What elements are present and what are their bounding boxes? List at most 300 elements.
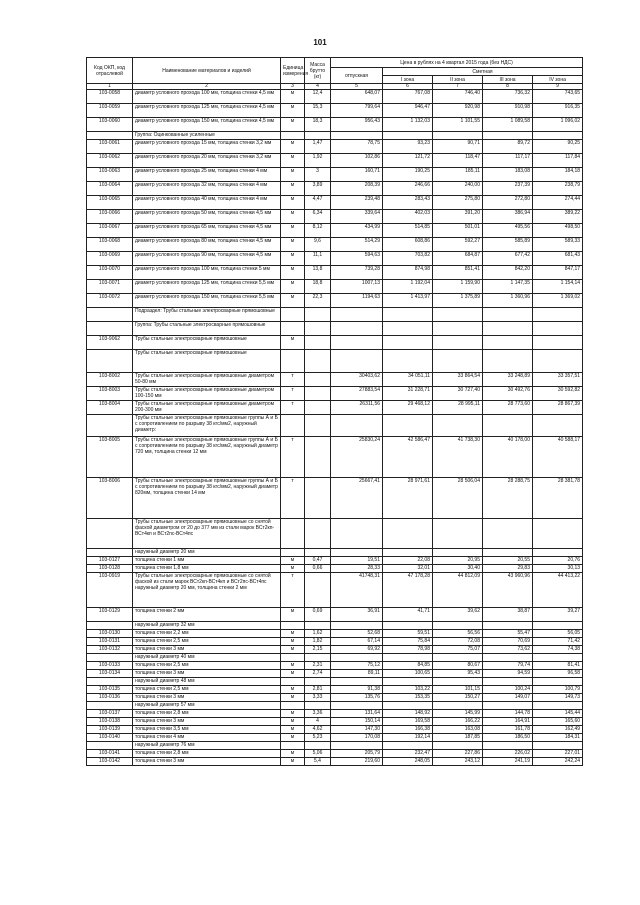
row-price-zone2: 41 738,30 [433, 437, 483, 478]
row-mass [305, 132, 331, 140]
row-unit: м [281, 252, 305, 266]
row-mass: 4,47 [305, 196, 331, 210]
row-price-release [331, 308, 383, 322]
row-price-zone4: 71,42 [533, 638, 583, 646]
row-unit: м [281, 710, 305, 718]
header-name: Наименование материалов и изделий [133, 58, 281, 84]
row-mass [305, 654, 331, 662]
row-name: диаметр условного прохода 50 мм, толщина стенки 4,5 мм [133, 210, 281, 224]
row-price-release: 26311,56 [331, 401, 383, 415]
row-price-zone4: 90,25 [533, 140, 583, 154]
row-price-zone1 [383, 336, 433, 350]
row-price-zone3: 183,08 [483, 168, 533, 182]
row-unit [281, 678, 305, 686]
row-price-release: 91,38 [331, 686, 383, 694]
row-price-release: 147,30 [331, 726, 383, 734]
table-row [87, 280, 583, 294]
price-table [86, 57, 583, 766]
table-row [87, 608, 583, 622]
row-price-zone1 [383, 654, 433, 662]
row-name: наружный диаметр 32 мм [133, 622, 281, 630]
row-code [87, 308, 133, 322]
row-price-release: 799,64 [331, 104, 383, 118]
row-mass [305, 549, 331, 557]
row-price-zone4: 56,05 [533, 630, 583, 638]
row-price-zone3: 73,62 [483, 646, 533, 654]
row-price-zone3: 28 773,60 [483, 401, 533, 415]
row-code [87, 702, 133, 710]
row-price-release [331, 519, 383, 549]
row-price-release: 956,43 [331, 118, 383, 132]
row-mass: 15,3 [305, 104, 331, 118]
row-unit: м [281, 104, 305, 118]
row-price-release [331, 678, 383, 686]
row-code [87, 519, 133, 549]
row-name: толщина стенки 2,2 мм [133, 630, 281, 638]
row-mass: 1,62 [305, 630, 331, 638]
row-price-zone4: 100,79 [533, 686, 583, 694]
row-price-zone1 [383, 308, 433, 322]
row-price-zone3 [483, 519, 533, 549]
row-code: 103-0063 [87, 168, 133, 182]
row-price-release [331, 622, 383, 630]
header-release: отпускная [331, 68, 383, 84]
row-mass: 3,89 [305, 182, 331, 196]
row-mass: 4,62 [305, 726, 331, 734]
row-price-zone1 [383, 622, 433, 630]
row-price-zone2: 30 727,40 [433, 387, 483, 401]
row-unit: м [281, 686, 305, 694]
row-name: диаметр условного прохода 25 мм, толщина стенки 4 мм [133, 168, 281, 182]
row-price-zone2 [433, 350, 483, 373]
row-mass: 5,4 [305, 758, 331, 766]
row-price-zone2 [433, 549, 483, 557]
row-name: толщина стенки 2,5 мм [133, 686, 281, 694]
header-code: Код ОКП, код отраслевой [87, 58, 133, 84]
row-price-zone2 [433, 622, 483, 630]
row-unit [281, 654, 305, 662]
row-price-release: 75,12 [331, 662, 383, 670]
row-price-zone4: 74,38 [533, 646, 583, 654]
row-price-zone1: 103,22 [383, 686, 433, 694]
column-number: 5 [331, 84, 383, 90]
column-number: 8 [483, 84, 533, 90]
table-row [87, 750, 583, 758]
row-mass: 3,33 [305, 694, 331, 702]
row-price-release: 30403,62 [331, 373, 383, 387]
row-name: Трубы стальные электросварные прямошовные [133, 350, 281, 373]
table-row [87, 238, 583, 252]
row-code: 103-0069 [87, 252, 133, 266]
row-price-zone2: 275,80 [433, 196, 483, 210]
row-price-zone1: 42 586,47 [383, 437, 433, 478]
row-price-zone4 [533, 336, 583, 350]
row-name: Трубы стальные электросварные прямошовные со снятой фаской из стали марок ВСт2кп-ВСт4кп и ВСт2пс-ВСт4пс наружный диаметр 20 мм, толщина стенки 2 мм [133, 573, 281, 608]
row-price-release: 434,99 [331, 224, 383, 238]
row-price-zone3: 94,59 [483, 670, 533, 678]
row-price-zone1: 93,23 [383, 140, 433, 154]
row-price-zone3: 20,55 [483, 557, 533, 565]
row-name: толщина стенки 3 мм [133, 670, 281, 678]
row-price-zone2: 1 159,90 [433, 280, 483, 294]
row-unit [281, 415, 305, 437]
row-code: 103-8005 [87, 437, 133, 478]
row-unit [281, 519, 305, 549]
row-name: толщина стенки 2 мм [133, 608, 281, 622]
row-name: толщина стенки 2,5 мм [133, 638, 281, 646]
row-mass: 3 [305, 168, 331, 182]
row-price-zone1: 22,08 [383, 557, 433, 565]
row-price-zone2: 592,27 [433, 238, 483, 252]
row-mass: 9,6 [305, 238, 331, 252]
row-name: наружный диаметр 57 мм [133, 702, 281, 710]
row-price-zone3: 272,80 [483, 196, 533, 210]
row-price-zone1 [383, 415, 433, 437]
row-name: Трубы стальные электросварные прямошовные [133, 336, 281, 350]
row-price-zone2: 30,40 [433, 565, 483, 573]
row-unit: м [281, 734, 305, 742]
row-price-zone4: 30,13 [533, 565, 583, 573]
row-price-zone3 [483, 549, 533, 557]
row-mass: 2,31 [305, 662, 331, 670]
row-code: 103-0140 [87, 734, 133, 742]
row-unit [281, 322, 305, 336]
row-price-zone1: 166,38 [383, 726, 433, 734]
row-price-zone1: 190,25 [383, 168, 433, 182]
row-price-zone2: 145,99 [433, 710, 483, 718]
row-price-zone4 [533, 350, 583, 373]
row-price-zone4: 165,60 [533, 718, 583, 726]
table-row [87, 557, 583, 565]
row-name: Трубы стальные электросварные прямошовные со снятой фаской диаметром от 20 до 377 мм из стали марок ВСт2кп-ВСт4кп и ВСт2пс-ВСт4пс [133, 519, 281, 549]
row-unit: м [281, 224, 305, 238]
row-name: наружный диаметр 48 мм [133, 678, 281, 686]
row-price-zone2: 72,08 [433, 638, 483, 646]
row-code: 103-0133 [87, 662, 133, 670]
row-name: Группа: Трубы стальные электросварные прямошовные [133, 322, 281, 336]
row-price-zone4: 39,27 [533, 608, 583, 622]
table-row [87, 294, 583, 308]
row-price-zone1: 29 468,12 [383, 401, 433, 415]
row-price-zone4: 681,43 [533, 252, 583, 266]
row-price-zone3 [483, 350, 533, 373]
row-code [87, 322, 133, 336]
row-name: толщина стенки 1,8 мм [133, 565, 281, 573]
table-row [87, 646, 583, 654]
header-estimate: Сметная [383, 68, 583, 76]
row-price-zone3: 677,42 [483, 252, 533, 266]
row-name: диаметр условного прохода 20 мм, толщина стенки 3,2 мм [133, 154, 281, 168]
table-row [87, 350, 583, 373]
row-code [87, 549, 133, 557]
row-price-zone2: 227,86 [433, 750, 483, 758]
row-price-zone4: 20,76 [533, 557, 583, 565]
row-mass: 0,66 [305, 565, 331, 573]
row-price-zone2: 80,67 [433, 662, 483, 670]
header-zone1: I зона [383, 76, 433, 84]
row-price-zone1: 47 178,28 [383, 573, 433, 608]
row-price-zone1: 1 132,03 [383, 118, 433, 132]
row-price-zone2: 684,87 [433, 252, 483, 266]
row-price-zone4 [533, 654, 583, 662]
table-row [87, 322, 583, 336]
row-code: 103-9062 [87, 336, 133, 350]
row-code: 103-8004 [87, 401, 133, 415]
row-mass: 2,74 [305, 670, 331, 678]
row-price-release: 25830,24 [331, 437, 383, 478]
table-row [87, 662, 583, 670]
row-price-release: 131,64 [331, 710, 383, 718]
row-name: диаметр условного прохода 125 мм, толщина стенки 5,5 мм [133, 280, 281, 294]
row-price-zone4: 162,49 [533, 726, 583, 734]
row-price-zone4: 227,01 [533, 750, 583, 758]
table-row [87, 210, 583, 224]
row-unit: м [281, 154, 305, 168]
row-mass [305, 336, 331, 350]
row-price-zone4: 498,50 [533, 224, 583, 238]
row-code: 103-0059 [87, 104, 133, 118]
row-unit: м [281, 726, 305, 734]
row-price-release: 89,11 [331, 670, 383, 678]
row-price-zone3: 149,07 [483, 694, 533, 702]
row-price-zone4: 28 867,39 [533, 401, 583, 415]
row-mass [305, 622, 331, 630]
table-row [87, 734, 583, 742]
row-price-zone2 [433, 415, 483, 437]
row-unit: м [281, 294, 305, 308]
row-price-zone1 [383, 678, 433, 686]
table-row [87, 132, 583, 140]
row-price-release: 1007,13 [331, 280, 383, 294]
row-name: Подраздел: Трубы стальные электросварные прямошовные [133, 308, 281, 322]
row-price-zone1: 32,01 [383, 565, 433, 573]
table-row [87, 726, 583, 734]
row-unit: м [281, 557, 305, 565]
row-price-zone3: 38,87 [483, 608, 533, 622]
row-code [87, 350, 133, 373]
row-price-release: 170,08 [331, 734, 383, 742]
row-price-release: 27883,54 [331, 387, 383, 401]
row-price-zone3 [483, 702, 533, 710]
row-price-zone3: 226,02 [483, 750, 533, 758]
row-unit [281, 742, 305, 750]
row-price-zone2 [433, 322, 483, 336]
row-price-zone3 [483, 678, 533, 686]
table-row [87, 630, 583, 638]
row-price-zone2: 75,07 [433, 646, 483, 654]
row-price-zone1: 41,71 [383, 608, 433, 622]
row-price-zone4 [533, 549, 583, 557]
row-price-zone1 [383, 350, 433, 373]
row-price-zone1: 608,86 [383, 238, 433, 252]
row-price-zone2: 56,56 [433, 630, 483, 638]
row-price-zone4: 589,33 [533, 238, 583, 252]
row-price-zone3: 1 089,58 [483, 118, 533, 132]
row-code: 103-0066 [87, 210, 133, 224]
row-unit: м [281, 280, 305, 294]
row-code: 103-0064 [87, 182, 133, 196]
row-price-zone3: 89,72 [483, 140, 533, 154]
row-price-zone1: 148,92 [383, 710, 433, 718]
row-mass: 8,12 [305, 224, 331, 238]
row-unit: т [281, 437, 305, 478]
table-row [87, 638, 583, 646]
row-price-zone2: 118,47 [433, 154, 483, 168]
row-price-release [331, 742, 383, 750]
row-price-release: 67,14 [331, 638, 383, 646]
row-price-zone3: 43 960,96 [483, 573, 533, 608]
header-mass: Масса брутто (кг) [305, 58, 331, 84]
row-name: толщина стенки 4 мм [133, 734, 281, 742]
row-price-zone1: 946,47 [383, 104, 433, 118]
row-name: толщина стенки 3,5 мм [133, 726, 281, 734]
row-unit [281, 549, 305, 557]
column-number: 9 [533, 84, 583, 90]
row-price-zone1: 402,03 [383, 210, 433, 224]
row-price-zone4 [533, 742, 583, 750]
row-price-zone3: 144,78 [483, 710, 533, 718]
row-price-zone2: 851,41 [433, 266, 483, 280]
row-price-zone1: 84,85 [383, 662, 433, 670]
column-number: 2 [133, 84, 281, 90]
row-price-zone4 [533, 322, 583, 336]
row-price-release: 78,75 [331, 140, 383, 154]
row-price-zone3: 117,17 [483, 154, 533, 168]
row-unit: м [281, 630, 305, 638]
row-price-zone4: 389,22 [533, 210, 583, 224]
table-row [87, 336, 583, 350]
row-name: диаметр условного прохода 150 мм, толщина стенки 5,5 мм [133, 294, 281, 308]
row-code: 103-0137 [87, 710, 133, 718]
row-unit: т [281, 573, 305, 608]
table-row [87, 718, 583, 726]
row-price-zone1: 78,98 [383, 646, 433, 654]
row-price-zone3: 33 248,89 [483, 373, 533, 387]
row-price-zone1 [383, 322, 433, 336]
row-unit [281, 308, 305, 322]
row-price-zone3 [483, 308, 533, 322]
row-price-zone3: 30 492,76 [483, 387, 533, 401]
table-row [87, 742, 583, 750]
row-unit: м [281, 662, 305, 670]
row-price-zone3 [483, 336, 533, 350]
table-row [87, 478, 583, 519]
row-mass: 5,23 [305, 734, 331, 742]
table-row [87, 654, 583, 662]
table-row [87, 224, 583, 238]
row-name: толщина стенки 2,8 мм [133, 750, 281, 758]
row-price-zone3: 241,19 [483, 758, 533, 766]
row-code: 103-0919 [87, 573, 133, 608]
row-price-release: 102,86 [331, 154, 383, 168]
row-price-zone2 [433, 654, 483, 662]
row-price-zone2 [433, 702, 483, 710]
row-price-zone1: 192,14 [383, 734, 433, 742]
row-price-zone1: 514,85 [383, 224, 433, 238]
row-mass: 22,3 [305, 294, 331, 308]
row-code: 103-0127 [87, 557, 133, 565]
row-mass [305, 702, 331, 710]
row-unit: м [281, 182, 305, 196]
row-code: 103-0129 [87, 608, 133, 622]
row-price-zone4: 238,79 [533, 182, 583, 196]
row-price-zone1: 169,58 [383, 718, 433, 726]
row-price-zone3: 386,94 [483, 210, 533, 224]
row-price-zone4: 117,84 [533, 154, 583, 168]
row-price-zone3: 40 178,00 [483, 437, 533, 478]
row-unit: м [281, 718, 305, 726]
row-price-zone1: 703,82 [383, 252, 433, 266]
row-price-release: 150,14 [331, 718, 383, 726]
row-mass [305, 350, 331, 373]
row-name: толщина стенки 3 мм [133, 758, 281, 766]
row-price-zone4: 1 369,02 [533, 294, 583, 308]
table-row [87, 565, 583, 573]
row-price-zone3 [483, 132, 533, 140]
row-code: 103-0068 [87, 238, 133, 252]
row-price-zone3: 585,89 [483, 238, 533, 252]
row-mass: 4 [305, 718, 331, 726]
row-code [87, 415, 133, 437]
row-price-zone3 [483, 622, 533, 630]
row-mass: 5,06 [305, 750, 331, 758]
table-row [87, 415, 583, 437]
row-price-zone2: 20,95 [433, 557, 483, 565]
row-price-zone2: 163,08 [433, 726, 483, 734]
row-price-release: 36,91 [331, 608, 383, 622]
row-price-zone2: 185,11 [433, 168, 483, 182]
row-code [87, 742, 133, 750]
row-price-zone2: 746,40 [433, 90, 483, 104]
row-code: 103-0071 [87, 280, 133, 294]
table-row [87, 549, 583, 557]
table-row [87, 140, 583, 154]
row-price-zone1 [383, 702, 433, 710]
row-price-zone1: 1 192,04 [383, 280, 433, 294]
row-price-zone1: 34 051,11 [383, 373, 433, 387]
row-mass: 1,92 [305, 154, 331, 168]
row-unit: м [281, 638, 305, 646]
page-number: 101 [313, 38, 327, 47]
row-price-zone4: 1 154,14 [533, 280, 583, 294]
row-price-release: 135,76 [331, 694, 383, 702]
row-price-zone2: 187,85 [433, 734, 483, 742]
row-unit: т [281, 478, 305, 519]
table-row [87, 387, 583, 401]
row-code: 103-8002 [87, 373, 133, 387]
row-code: 103-0065 [87, 196, 133, 210]
row-unit: т [281, 387, 305, 401]
table-row [87, 373, 583, 387]
row-name: толщина стенки 3 мм [133, 718, 281, 726]
column-number: 1 [87, 84, 133, 90]
row-price-release: 648,07 [331, 90, 383, 104]
row-price-zone2 [433, 132, 483, 140]
row-price-zone1: 283,43 [383, 196, 433, 210]
row-code: 103-0142 [87, 758, 133, 766]
row-unit: м [281, 565, 305, 573]
row-price-release: 52,68 [331, 630, 383, 638]
row-price-zone1: 75,84 [383, 638, 433, 646]
row-price-zone4 [533, 132, 583, 140]
table-row [87, 266, 583, 280]
row-price-zone2 [433, 678, 483, 686]
table-row [87, 182, 583, 196]
row-name: Трубы стальные электросварные прямошовные группы А и Б с сопротивлением по разрыву 38 кгс/мм2, наружный диаметр 720 мм, толщина стенки 12 мм [133, 437, 281, 478]
row-mass: 18,8 [305, 280, 331, 294]
row-price-zone4: 184,18 [533, 168, 583, 182]
table-row [87, 670, 583, 678]
